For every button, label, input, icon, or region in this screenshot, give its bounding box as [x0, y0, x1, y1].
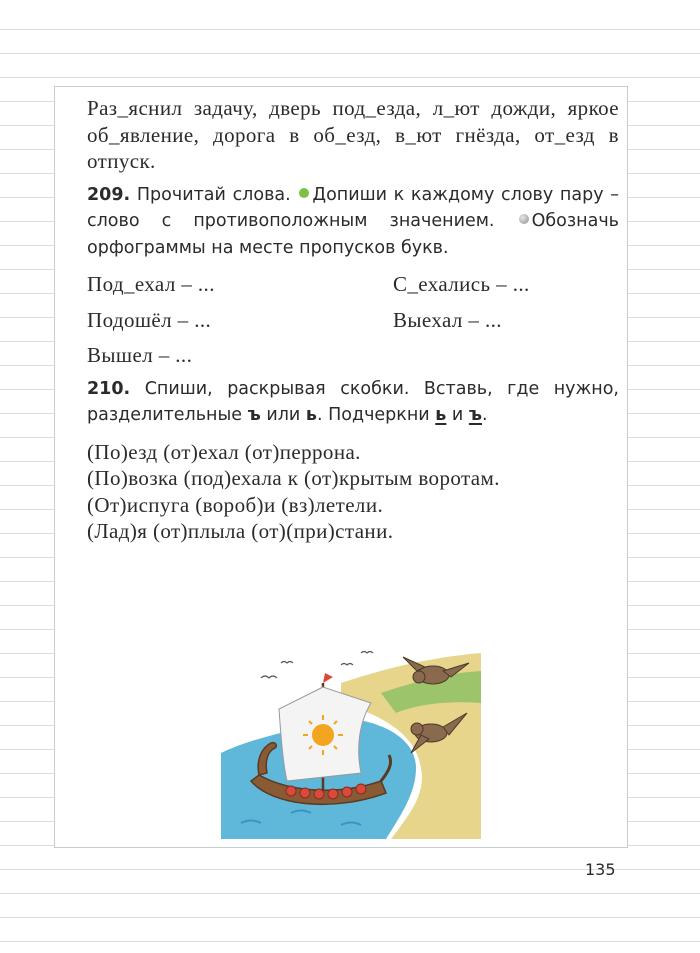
word-row [87, 342, 619, 369]
word-item: Выехал – ... [393, 307, 502, 332]
or-word: или [266, 405, 301, 425]
exercise-209-number: 209. [87, 184, 131, 205]
exercise-frame [54, 86, 628, 848]
intro-text: Раз_яснил задачу, дверь под_езда, л_ют дожди, яркое об_явление, дорога в об_езд, в_ют гнёзда, от_езд в отпуск. [87, 96, 619, 173]
exercise-209-instruction [87, 182, 619, 262]
word-pairs [87, 271, 619, 369]
hard-sign: ъ [247, 405, 261, 425]
sentence-line: (По)езд (от)ехал (от)перрона. [87, 439, 361, 464]
word-item: С_ехались – ... [393, 272, 530, 296]
exercise-209-part1: Прочитай слова. [136, 184, 291, 205]
boat-with-birds-illustration [221, 643, 481, 839]
exercise-content [87, 95, 619, 545]
soft-sign: ь [305, 405, 317, 425]
exercise-210-instruction: 210. Спиши, раскрывая скобки. Вставь, где нужно, разделительные ъ или ь. Подчеркни ь и ъ. [87, 378, 619, 425]
word-item: Под_ехал – ... [87, 272, 215, 296]
flag [323, 673, 333, 683]
word-row [87, 271, 619, 298]
sentence-line: (По)возка (под)ехала к (от)крытым воротам. [87, 466, 500, 490]
grey-dot-icon [519, 214, 529, 224]
exercise-210-instruction-b: Подчеркни [328, 405, 430, 425]
hard-sign-underlined: ъ [468, 405, 483, 425]
exercise-210-number: 210. [87, 378, 131, 399]
and-word: и [451, 405, 464, 425]
sentence-line: (Лад)я (от)плыла (от)(при)стани. [87, 519, 394, 543]
sentences [87, 439, 619, 545]
sun-emblem [312, 724, 334, 746]
word-item: Вышел – ... [87, 343, 193, 367]
page-number: 135 [585, 860, 616, 879]
word-row [87, 307, 619, 334]
exercise-209-part2: Допиши к каждому слову пару – слово с противоположным значением. [87, 184, 619, 231]
exercise-209-part3: Обозначь орфограммы на месте пропусков букв. [87, 211, 619, 258]
sentence-line: (От)испуга (вороб)и (вз)летели. [87, 492, 384, 517]
exercise-210-instruction-a: Спиши, раскрывая скобки. Вставь, где нужно, разделительные [87, 378, 619, 425]
soft-sign-underlined: ь [435, 405, 447, 425]
word-item: Подошёл – ... [87, 307, 212, 332]
green-dot-icon [299, 188, 309, 198]
